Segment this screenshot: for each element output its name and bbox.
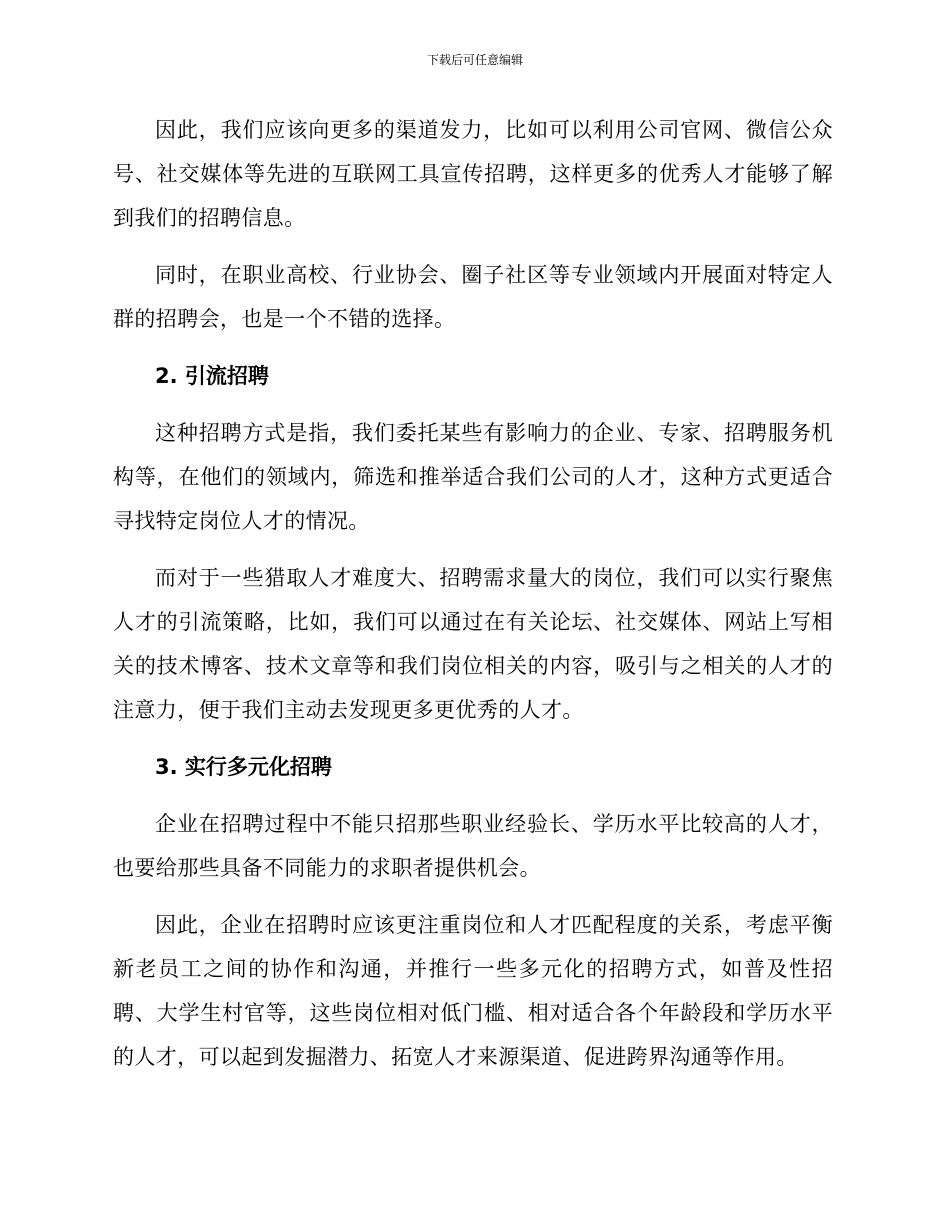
- paragraph-2: 同时，在职业高校、行业协会、圈子社区等专业领域内开展面对特定人群的招聘会，也是一个不错的选择。: [113, 263, 833, 331]
- paragraph-1: 因此，我们应该向更多的渠道发力，比如可以利用公司官网、微信公众号、社交媒体等先进的互联网工具宣传招聘，这样更多的优秀人才能够了解到我们的招聘信息。: [113, 118, 833, 230]
- paragraph-4: 而对于一些猎取人才难度大、招聘需求量大的岗位，我们可以实行聚焦人才的引流策略，比如，我们可以通过在有关论坛、社交媒体、网站上写相关的技术博客、技术文章等和我们岗位相关的内容，吸引与之相关的人才的注意力，便于我们主动去发现更多更优秀的人才。: [113, 566, 833, 722]
- paragraph-6: 因此，企业在招聘时应该更注重岗位和人才匹配程度的关系，考虑平衡新老员工之间的协作和沟通，并推行一些多元化的招聘方式，如普及性招聘、大学生村官等，这些岗位相对低门槛、相对适合各个年龄段和学历水平的人才，可以起到发掘潜力、拓宽人才来源渠道、促进跨界沟通等作用。: [113, 913, 833, 1069]
- paragraph-3: 这种招聘方式是指，我们委托某些有影响力的企业、专家、招聘服务机构等，在他们的领域内，筛选和推举适合我们公司的人才，这种方式更适合寻找特定岗位人才的情况。: [113, 421, 833, 533]
- section-heading-3: 3. 实行多元化招聘: [155, 755, 332, 779]
- section-heading-2: 2. 引流招聘: [155, 364, 269, 388]
- document-body: [113, 108, 833, 1092]
- paragraph-5: 企业在招聘过程中不能只招那些职业经验长、学历水平比较高的人才，也要给那些具备不同能力的求职者提供机会。: [113, 812, 833, 880]
- page-header: 下载后可任意编辑: [426, 53, 523, 67]
